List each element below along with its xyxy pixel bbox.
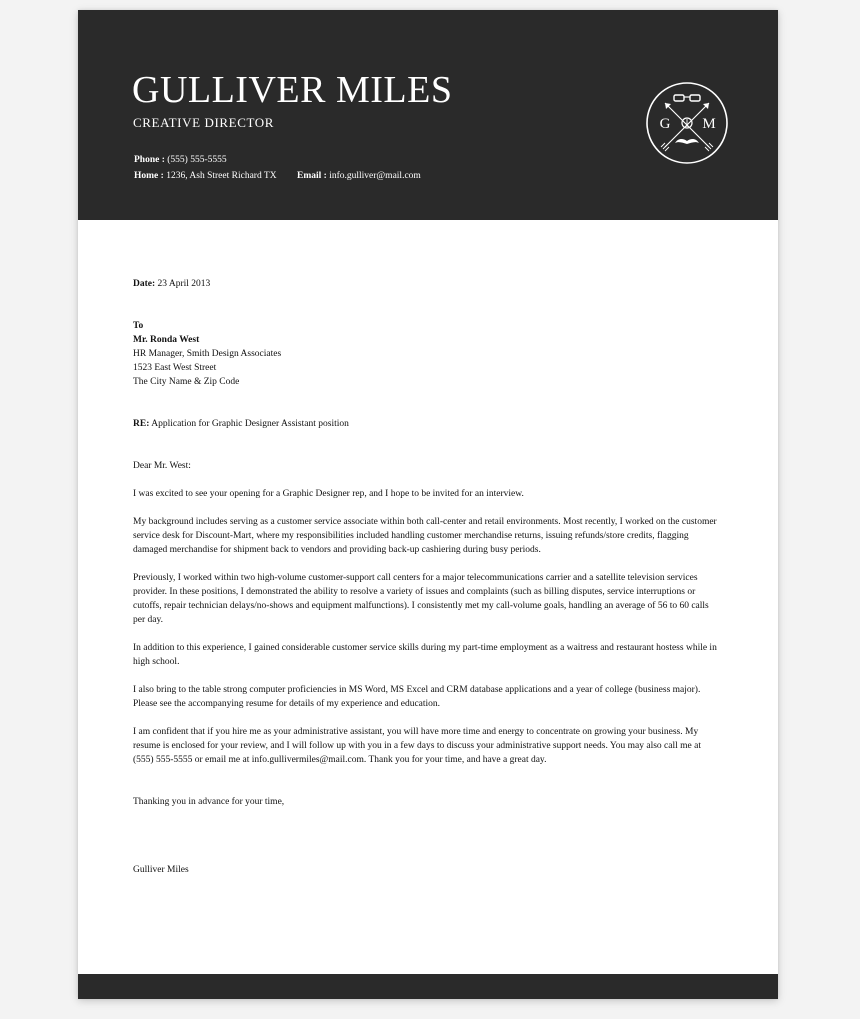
- to-label: To: [133, 321, 144, 331]
- letter-paragraph: In addition to this experience, I gained considerable customer service skills during my part-time employment as a waitress and restaurant hostess while in high school.: [133, 643, 717, 667]
- letter-body: [133, 270, 723, 877]
- phone-value: (555) 555-5555: [167, 155, 227, 165]
- signature-name: Gulliver Miles: [133, 865, 189, 875]
- home-value: 1236, Ash Street Richard TX: [166, 171, 277, 181]
- contact-home: [134, 169, 277, 183]
- letter-paragraph: I also bring to the table strong computer proficiencies in MS Word, MS Excel and CRM database applications and a year of college (business major). Please see the accompanying resume for details of my experience and education.: [133, 685, 701, 709]
- recipient-name: Mr. Ronda West: [133, 335, 200, 345]
- re-value: Application for Graphic Designer Assistant position: [151, 419, 349, 429]
- recipient-line: 1523 East West Street: [133, 363, 217, 373]
- letter-page: [78, 10, 778, 999]
- applicant-role: CREATIVE DIRECTOR: [133, 115, 275, 130]
- recipient-line: HR Manager, Smith Design Associates: [133, 349, 282, 359]
- letter-paragraph: My background includes serving as a customer service associate within both call-center and retail environments. Most recently, I worked on the customer service desk for Discount-Mart, where my responsibilities included handling customer merchandise returns, issuing refunds/store credits, flagging damaged merchandise for shipment back to vendors and providing back-up cashiering during busy periods.: [133, 517, 717, 555]
- home-label: Home :: [134, 171, 164, 181]
- monogram-left-initial: G: [659, 116, 671, 132]
- monogram-right-initial: M: [702, 116, 716, 132]
- applicant-name: GULLIVER MILES: [132, 69, 453, 111]
- date-line: [133, 277, 723, 291]
- email-label: Email :: [297, 171, 327, 181]
- letter-header: [78, 10, 778, 220]
- letter-footer-bar: [78, 974, 778, 999]
- contact-phone: [134, 153, 227, 167]
- letter-paragraph: Previously, I worked within two high-volume customer-support call centers for a major telecommunications carrier and a satellite television services provider. In these positions, I demonstrated the ability to resolve a variety of issues and complaints (such as billing disputes, service interruptions or cutoffs, repair technician delays/no-shows and equipment malfunctions). I consistently met my call-volume goals, handling an average of 56 to 60 calls per day.: [133, 573, 709, 625]
- date-value: 23 April 2013: [157, 279, 211, 289]
- recipient-line: The City Name & Zip Code: [133, 377, 240, 387]
- email-value: info.gulliver@mail.com: [329, 171, 421, 181]
- contact-email: [297, 169, 421, 183]
- monogram-logo-icon: [645, 81, 729, 165]
- closing-line: Thanking you in advance for your time,: [133, 797, 285, 807]
- salutation: Dear Mr. West:: [133, 461, 191, 471]
- letter-paragraph: I was excited to see your opening for a Graphic Designer rep, and I hope to be invited for an interview.: [133, 489, 524, 499]
- re-label: RE:: [133, 419, 150, 429]
- phone-label: Phone :: [134, 155, 165, 165]
- letter-paragraph: I am confident that if you hire me as your administrative assistant, you will have more time and energy to concentrate on growing your business. My resume is enclosed for your review, and I will follow up with you in a few days to discuss your administrative support needs. You may also call me at (555) 555-5555 or email me at info.gullivermiles@mail.com. Thank you for your time, and have a great day.: [133, 727, 701, 765]
- re-line: [133, 417, 723, 431]
- date-label: Date:: [133, 279, 156, 289]
